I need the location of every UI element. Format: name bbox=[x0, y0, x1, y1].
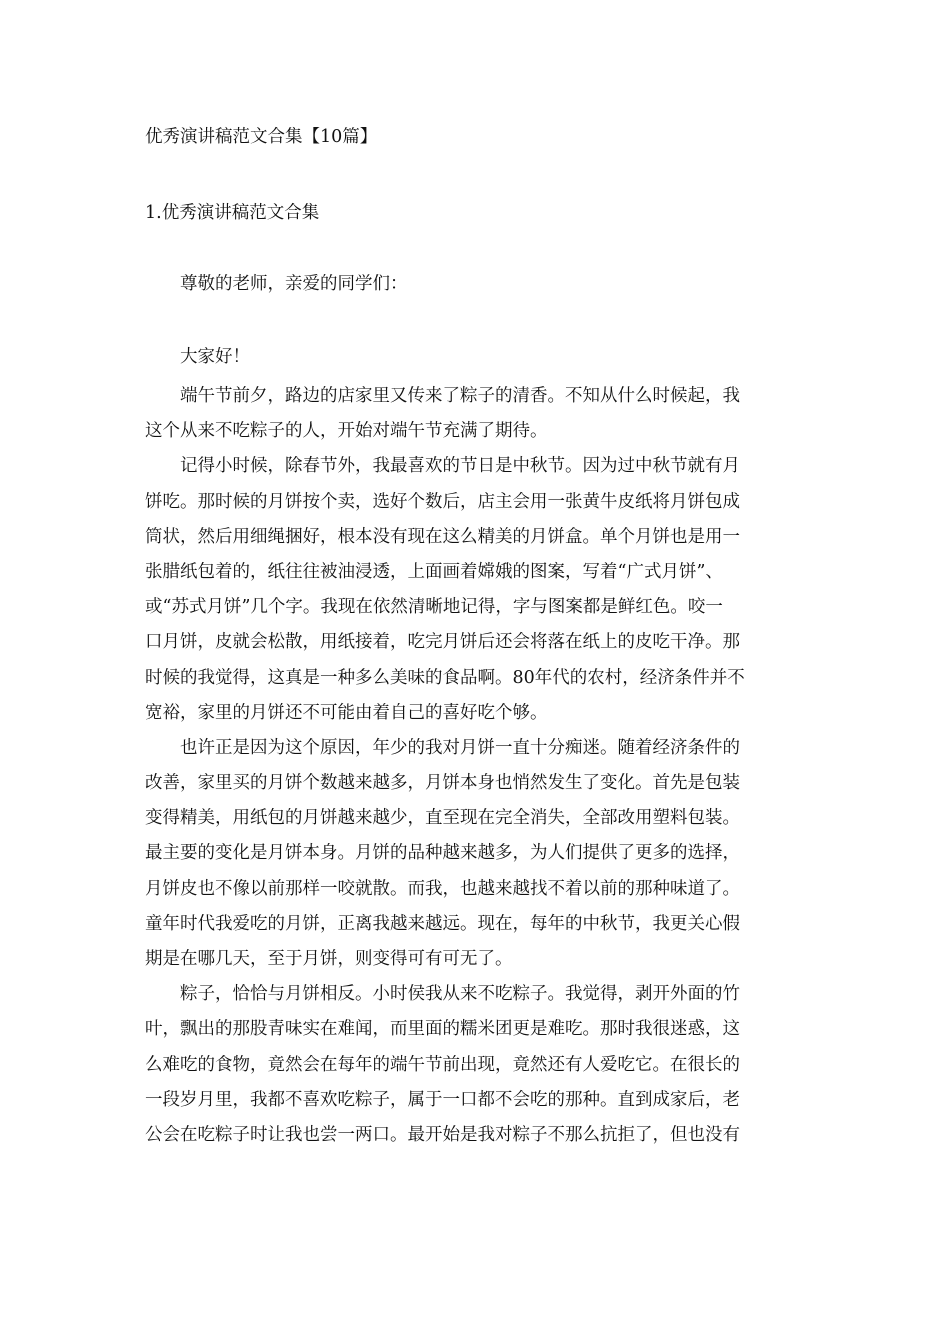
paragraph-line: 么难吃的食物，竟然会在每年的端午节前出现，竟然还有人爱吃它。在很长的 bbox=[145, 1054, 740, 1075]
paragraph-line: 一段岁月里，我都不喜欢吃粽子，属于一口都不会吃的那种。直到成家后，老 bbox=[145, 1089, 740, 1110]
paragraph-line: 月饼皮也不像以前那样一咬就散。而我，也越来越找不着以前的那种味道了。 bbox=[145, 878, 740, 899]
paragraph-line: 童年时代我爱吃的月饼，正离我越来越远。现在，每年的中秋节，我更关心假 bbox=[145, 913, 740, 934]
paragraph-line: 叶，飘出的那股青味实在难闻，而里面的糯米团更是难吃。那时我很迷惑，这 bbox=[145, 1019, 740, 1040]
salutation: 尊敬的老师，亲爱的同学们： bbox=[180, 274, 408, 294]
greeting: 大家好！ bbox=[180, 347, 250, 367]
paragraph-line: 公会在吃粽子时让我也尝一两口。最开始是我对粽子不那么抗拒了，但也没有 bbox=[145, 1124, 740, 1145]
paragraph-line: 筒状，然后用细绳捆好，根本没有现在这么精美的月饼盒。单个月饼也是用一 bbox=[145, 526, 740, 547]
document-title: 优秀演讲稿范文合集【10篇】 bbox=[145, 127, 378, 147]
paragraph-line: 期是在哪几天，至于月饼，则变得可有可无了。 bbox=[145, 949, 513, 969]
paragraph-3 bbox=[145, 731, 809, 977]
paragraph-line: 粽子，恰恰与月饼相反。小时侯我从来不吃粽子。我觉得，剥开外面的竹 bbox=[180, 984, 740, 1005]
paragraph-1 bbox=[145, 379, 809, 449]
section-heading: 1.优秀演讲稿范文合集 bbox=[145, 203, 320, 223]
paragraph-line: 张腊纸包着的，纸往往被油浸透，上面画着嫦娥的图案，写着“广式月饼”、 bbox=[145, 561, 723, 582]
paragraph-line: 记得小时候，除春节外，我最喜欢的节日是中秋节。因为过中秋节就有月 bbox=[180, 456, 740, 477]
paragraph-line: 变得精美，用纸包的月饼越来越少，直至现在完全消失，全部改用塑料包装。 bbox=[145, 808, 740, 829]
paragraph-line: 口月饼，皮就会松散，用纸接着，吃完月饼后还会将落在纸上的皮吃干净。那 bbox=[145, 632, 740, 653]
paragraph-line: 饼吃。那时候的月饼按个卖，选好个数后，店主会用一张黄牛皮纸将月饼包成 bbox=[145, 491, 740, 512]
paragraph-line: 时候的我觉得，这真是一种多么美味的食品啊。80年代的农村，经济条件并不 bbox=[145, 667, 745, 688]
paragraph-4 bbox=[145, 977, 809, 1153]
paragraph-line: 也许正是因为这个原因，年少的我对月饼一直十分痴迷。随着经济条件的 bbox=[180, 737, 740, 758]
paragraph-line: 最主要的变化是月饼本身。月饼的品种越来越多，为人们提供了更多的选择， bbox=[145, 843, 740, 864]
paragraph-2 bbox=[145, 449, 809, 731]
paragraph-line: 改善，家里买的月饼个数越来越多，月饼本身也悄然发生了变化。首先是包装 bbox=[145, 773, 740, 794]
paragraph-line: 端午节前夕，路边的店家里又传来了粽子的清香。不知从什么时候起，我 bbox=[180, 386, 740, 406]
paragraph-line: 这个从来不吃粽子的人，开始对端午节充满了期待。 bbox=[145, 421, 548, 442]
paragraph-line: 宽裕，家里的月饼还不可能由着自己的喜好吃个够。 bbox=[145, 702, 548, 723]
paragraph-line: 或“苏式月饼”几个字。我现在依然清晰地记得，字与图案都是鲜红色。咬一 bbox=[145, 597, 723, 618]
body-text bbox=[145, 379, 809, 1153]
